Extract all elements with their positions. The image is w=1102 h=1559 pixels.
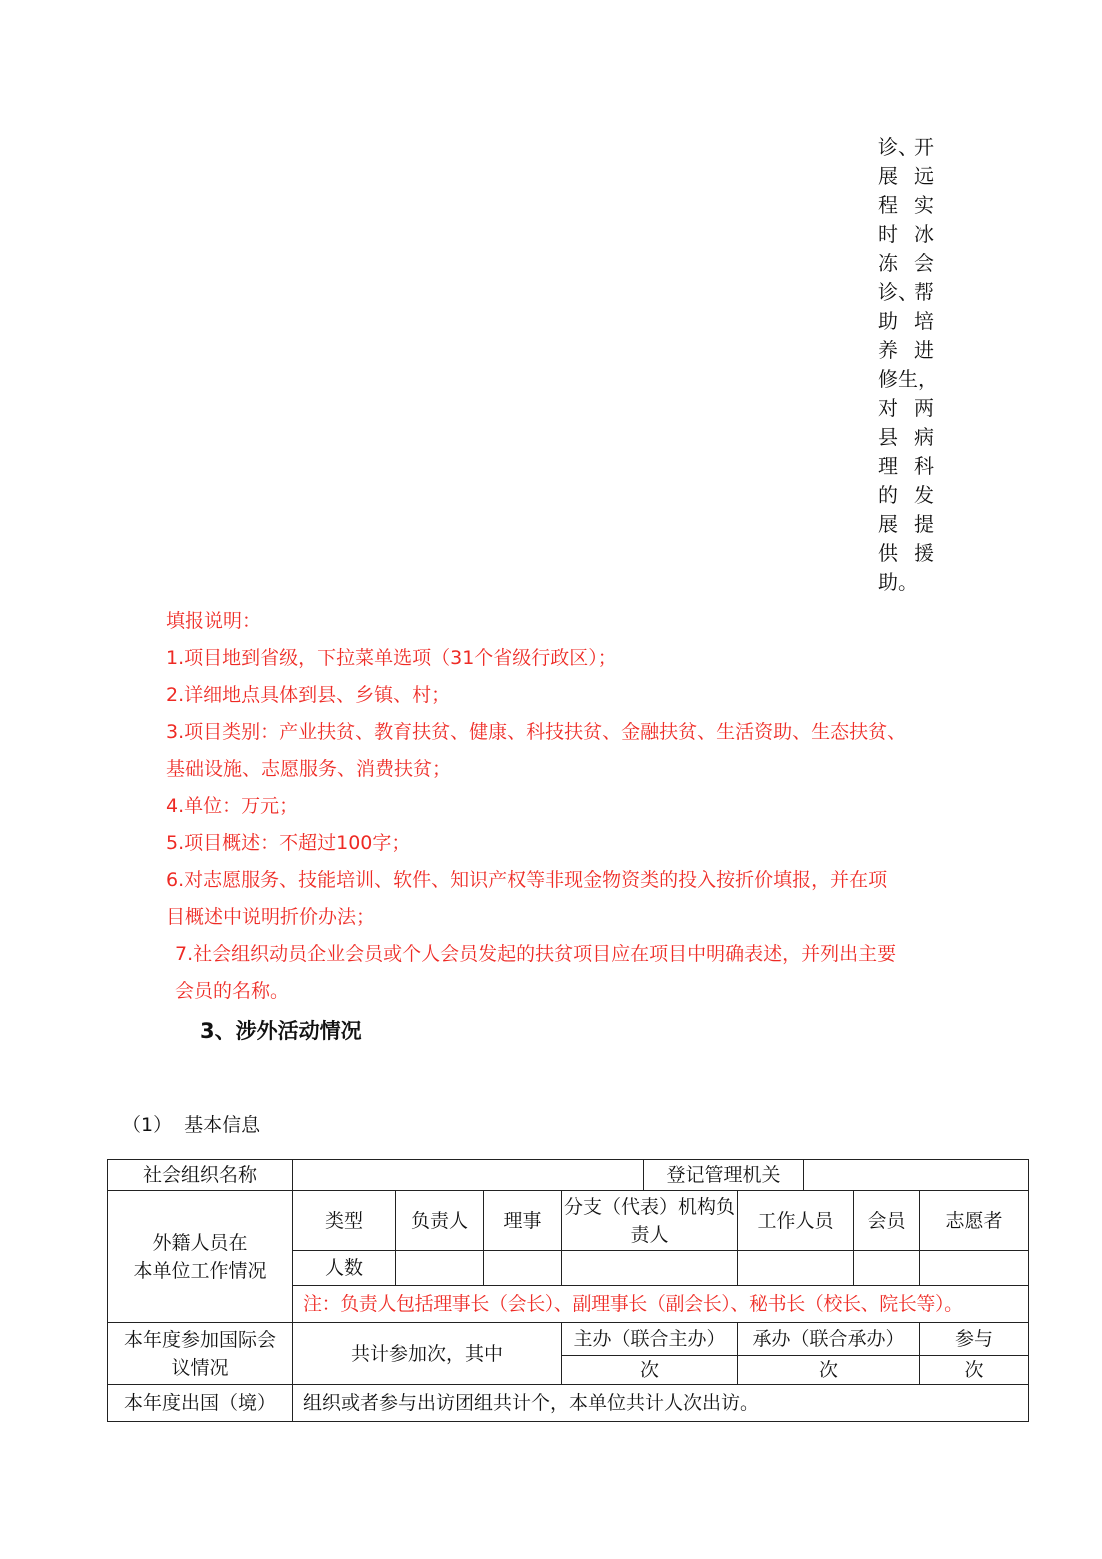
abroad-text[interactable]: 组织或者参与出访团组共计个，本单位共计人次出访。 <box>293 1385 1029 1422</box>
vertical-char: 帮 <box>914 280 934 304</box>
vertical-char: 发 <box>914 483 934 507</box>
count-field[interactable] <box>738 1251 854 1286</box>
vertical-char: 远 <box>914 164 934 188</box>
vertical-char: 助 <box>878 309 898 333</box>
foreign-staff-label-line: 本单位工作情况 <box>133 1259 267 1282</box>
vertical-text-right-column <box>914 133 974 568</box>
vertical-char: 冻 <box>878 251 898 275</box>
instructions-heading: 填报说明： <box>166 610 262 632</box>
table-row <box>108 1191 1029 1251</box>
vertical-char: 养 <box>878 338 898 362</box>
instruction-item: 2.详细地点具体到县、乡镇、村； <box>166 684 451 706</box>
section-title: 3、涉外活动情况 <box>200 1019 362 1043</box>
type-header: 类型 <box>293 1191 396 1251</box>
instruction-item: 5.项目概述：不超过100字； <box>166 832 411 854</box>
vertical-char: 修生， <box>878 367 938 391</box>
table-row <box>108 1160 1029 1191</box>
vertical-char: 培 <box>914 309 934 333</box>
instruction-item: 目概述中说明折价办法； <box>166 906 376 928</box>
instruction-item: 1.项目地到省级，下拉菜单选项（31个省级行政区）； <box>166 647 617 669</box>
vertical-char: 冰 <box>914 222 934 246</box>
vertical-char: 提 <box>914 512 934 536</box>
vertical-char: 病 <box>914 425 934 449</box>
count-field[interactable] <box>920 1251 1029 1286</box>
vertical-char: 助。 <box>878 570 918 594</box>
vertical-char: 的 <box>878 483 898 507</box>
conference-label-line: 本年度参加国际会 <box>123 1328 276 1351</box>
count-field[interactable] <box>396 1251 484 1286</box>
basic-info-table <box>107 1159 1029 1422</box>
vertical-char: 诊、 <box>878 280 918 304</box>
column-header: 负责人 <box>396 1191 484 1251</box>
column-header: 分支（代表）机构负责人 <box>562 1191 738 1251</box>
conference-label-line: 议情况 <box>171 1356 229 1379</box>
responsible-person-note: 注：负责人包括理事长（会长）、副理事长（副会长）、秘书长（校长、院长等）。 <box>293 1286 1029 1323</box>
foreign-staff-label <box>108 1191 293 1323</box>
attend-count-field[interactable]: 次 <box>920 1356 1029 1385</box>
table-row <box>108 1323 1029 1356</box>
column-header: 工作人员 <box>738 1191 854 1251</box>
vertical-char: 时 <box>878 222 898 246</box>
table-row <box>108 1385 1029 1422</box>
instruction-item: 3.项目类别：产业扶贫、教育扶贫、健康、科技扶贫、金融扶贫、生活资助、生态扶贫、 <box>166 721 907 743</box>
foreign-staff-label-line: 外籍人员在 <box>152 1231 248 1254</box>
vertical-char: 援 <box>914 541 934 565</box>
reg-authority-field[interactable] <box>804 1160 1029 1191</box>
instruction-item: 6.对志愿服务、技能培训、软件、知识产权等非现金物资类的投入按折价填报，并在项 <box>166 869 888 891</box>
org-name-field[interactable] <box>293 1160 644 1191</box>
cohost-label: 承办（联合承办） <box>738 1323 920 1356</box>
instruction-item: 基础设施、志愿服务、消费扶贫； <box>166 758 452 780</box>
subsection-title: （1） 基本信息 <box>122 1114 261 1136</box>
instruction-item: 7.社会组织动员企业会员或个人会员发起的扶贫项目应在项目中明确表述，并列出主要 <box>175 943 897 965</box>
conference-label <box>108 1323 293 1385</box>
vertical-char: 开 <box>914 135 934 159</box>
vertical-char: 两 <box>914 396 934 420</box>
attend-label: 参与 <box>920 1323 1029 1356</box>
vertical-char: 供 <box>878 541 898 565</box>
vertical-char <box>914 365 974 394</box>
abroad-label: 本年度出国（境） <box>108 1385 293 1422</box>
vertical-char: 进 <box>914 338 934 362</box>
cohost-count-field[interactable]: 次 <box>738 1356 920 1385</box>
vertical-char: 展 <box>878 164 898 188</box>
column-header: 志愿者 <box>920 1191 1029 1251</box>
vertical-char: 实 <box>914 193 934 217</box>
vertical-char: 程 <box>878 193 898 217</box>
vertical-char: 会 <box>914 251 934 275</box>
count-field[interactable] <box>484 1251 562 1286</box>
vertical-char: 诊、 <box>878 135 918 159</box>
host-count-field[interactable]: 次 <box>562 1356 738 1385</box>
filling-instructions <box>166 603 956 1010</box>
instruction-item: 4.单位：万元； <box>166 795 299 817</box>
column-header: 会员 <box>854 1191 920 1251</box>
vertical-char: 展 <box>878 512 898 536</box>
vertical-char: 对 <box>878 396 898 420</box>
vertical-char: 理 <box>878 454 898 478</box>
host-label: 主办（联合主办） <box>562 1323 738 1356</box>
conference-total: 共计参加次，其中 <box>293 1323 562 1385</box>
reg-authority-label: 登记管理机关 <box>644 1160 804 1191</box>
org-name-label: 社会组织名称 <box>108 1160 293 1191</box>
instruction-item: 会员的名称。 <box>175 980 290 1002</box>
vertical-char: 科 <box>914 454 934 478</box>
count-field[interactable] <box>854 1251 920 1286</box>
count-label: 人数 <box>293 1251 396 1286</box>
count-field[interactable] <box>562 1251 738 1286</box>
vertical-char: 县 <box>878 425 898 449</box>
column-header: 理事 <box>484 1191 562 1251</box>
